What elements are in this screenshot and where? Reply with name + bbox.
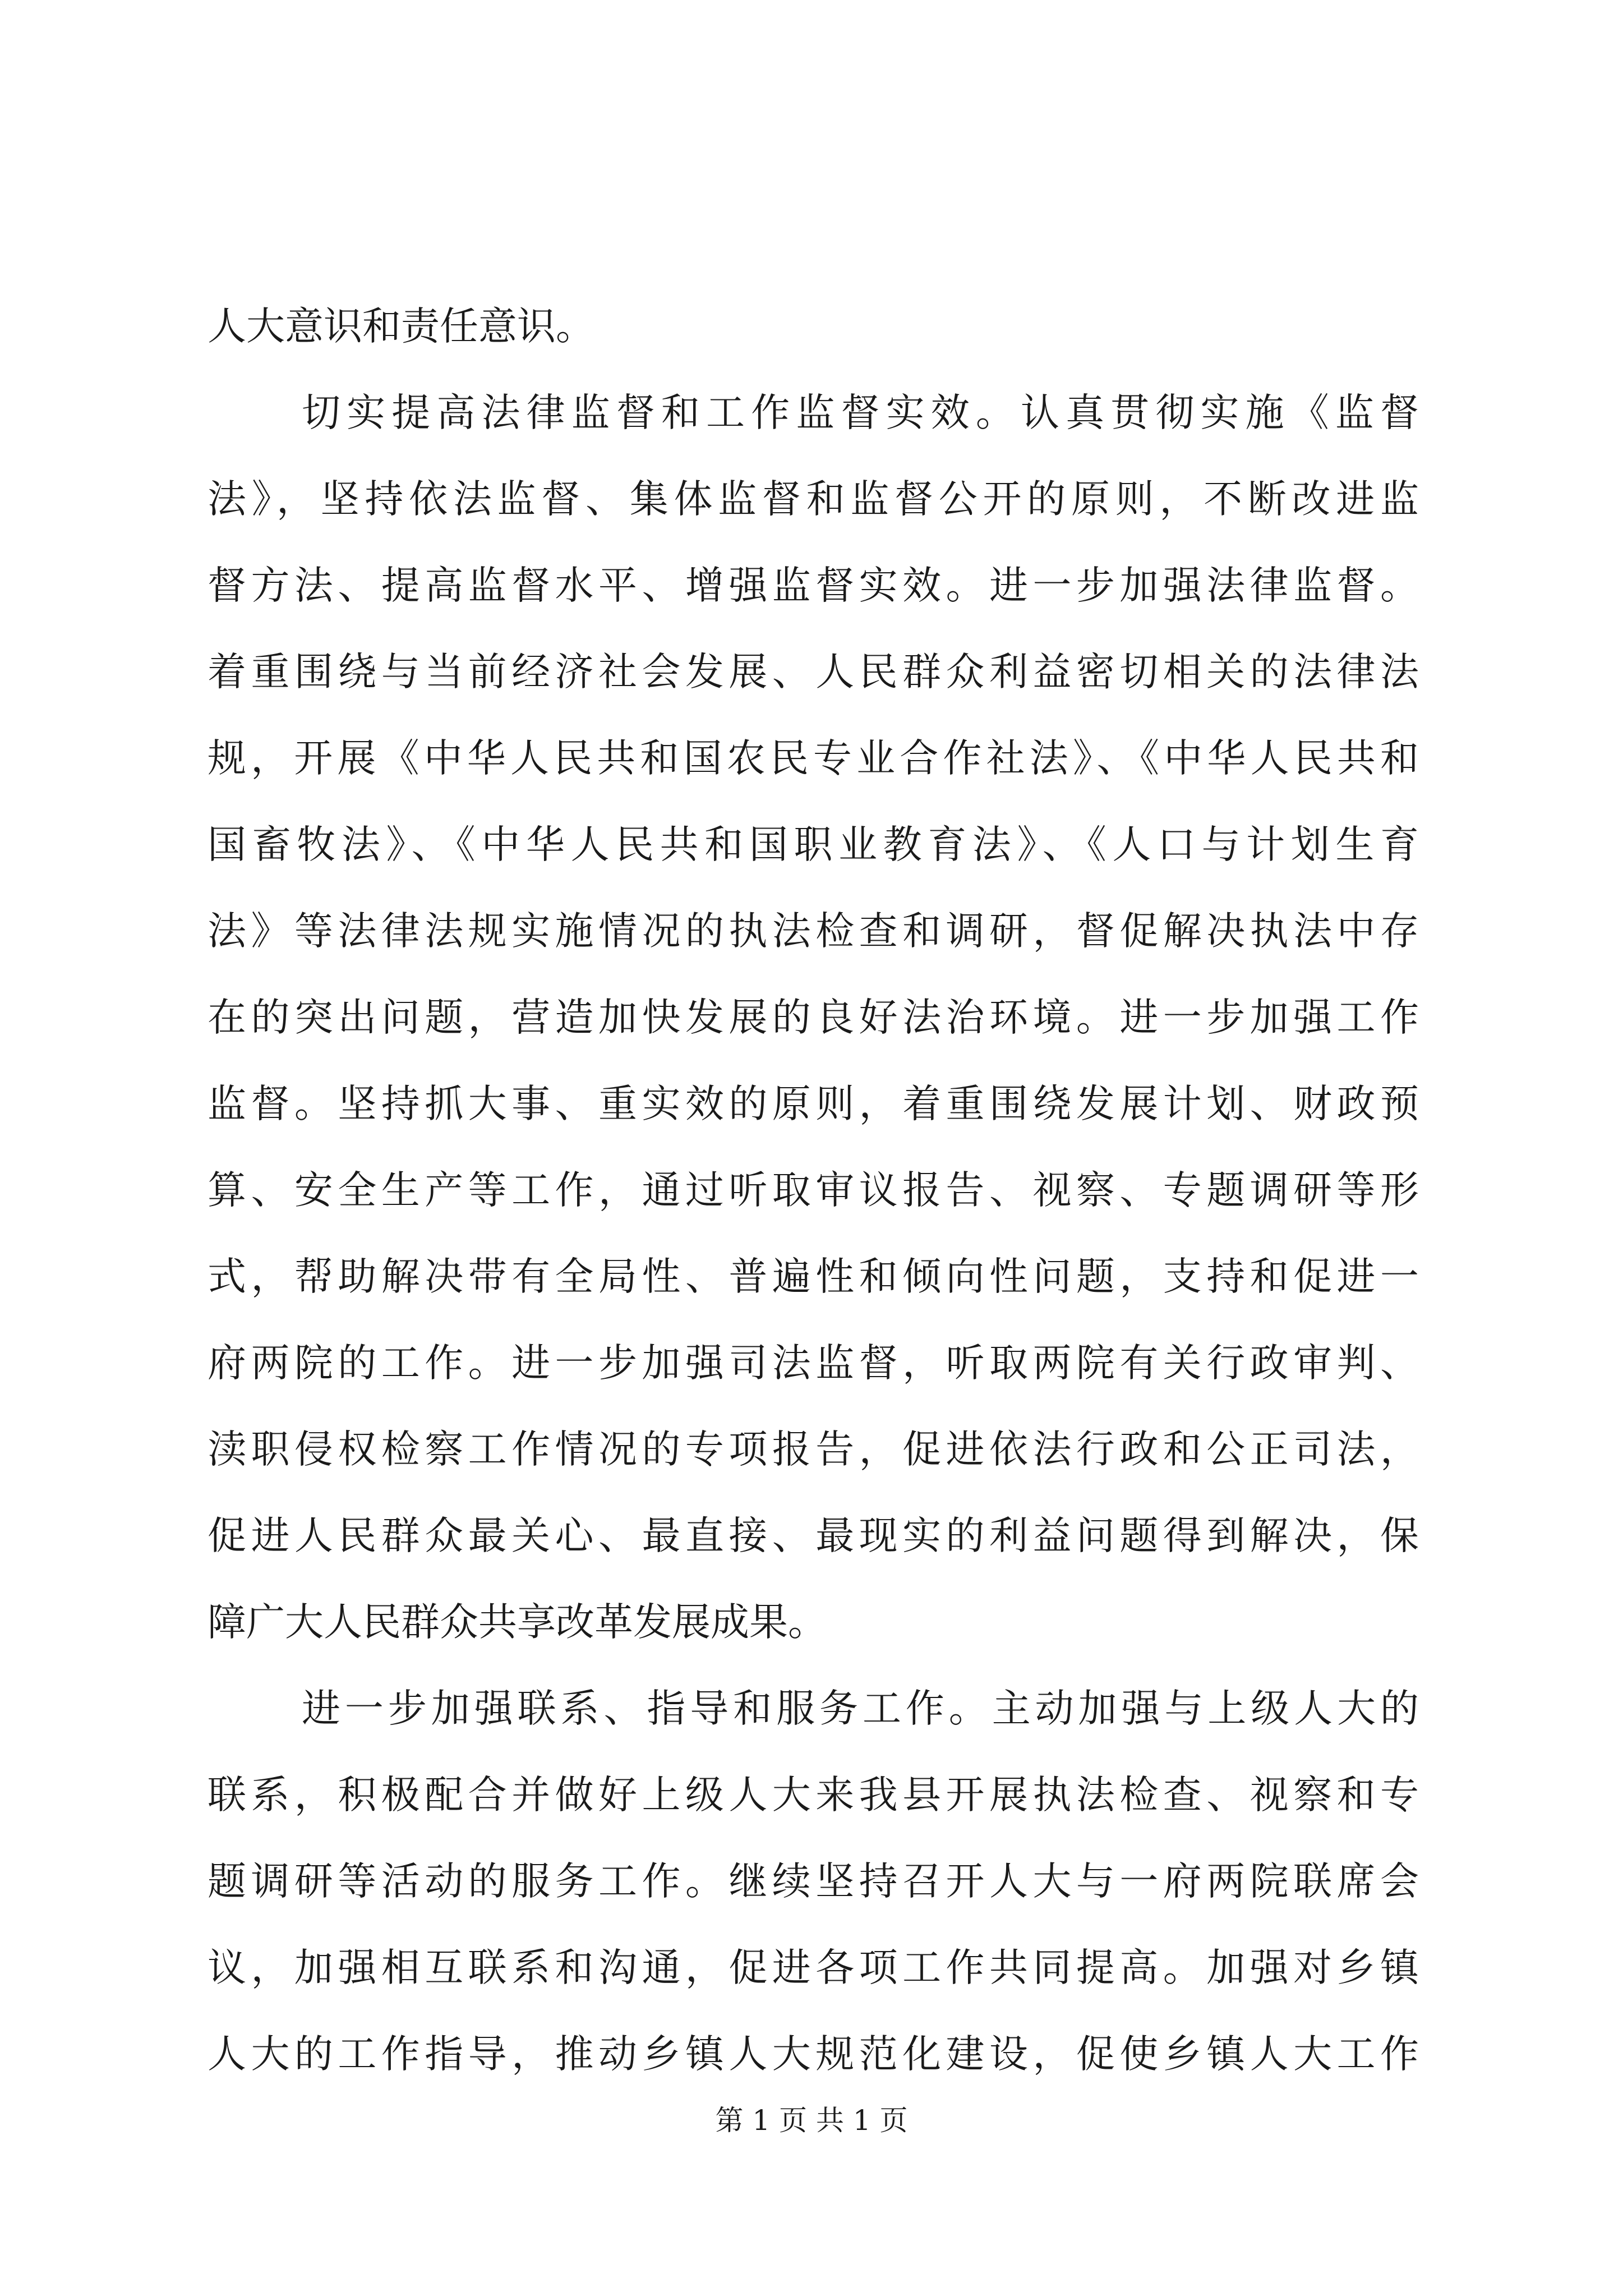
text-line: 督方法、提高监督水平、增强监督实效。进一步加强法律监督。 — [208, 563, 1419, 608]
text-line: 式，帮助解决带有全局性、普遍性和倾向性问题，支持和促进一 — [208, 1254, 1419, 1299]
text-line: 人大的工作指导，推动乡镇人大规范化建设，促使乡镇人大工作 — [208, 2032, 1419, 2077]
paragraph-first-line: 切实提高法律监督和工作监督实效。认真贯彻实施《监督 — [302, 390, 1419, 435]
text-line: 法》，坚持依法监督、集体监督和监督公开的原则，不断改进监 — [208, 477, 1419, 522]
text-line: 人大意识和责任意识。 — [208, 304, 594, 349]
text-line: 算、安全生产等工作，通过听取审议报告、视察、专题调研等形 — [208, 1168, 1419, 1213]
text-line: 渎职侵权检察工作情况的专项报告，促进依法行政和公正司法， — [208, 1427, 1419, 1472]
text-line: 在的突出问题，营造加快发展的良好法治环境。进一步加强工作 — [208, 995, 1419, 1040]
text-line: 府两院的工作。进一步加强司法监督，听取两院有关行政审判、 — [208, 1341, 1419, 1386]
text-line: 促进人民群众最关心、最直接、最现实的利益问题得到解决，保 — [208, 1513, 1419, 1558]
text-line: 国畜牧法》、《中华人民共和国职业教育法》、《人口与计划生育 — [208, 822, 1419, 867]
text-line: 监督。坚持抓大事、重实效的原则，着重围绕发展计划、财政预 — [208, 1082, 1419, 1126]
text-line: 议，加强相互联系和沟通，促进各项工作共同提高。加强对乡镇 — [208, 1945, 1419, 1990]
paragraph-first-line: 进一步加强联系、指导和服务工作。主动加强与上级人大的 — [302, 1686, 1419, 1731]
text-line: 规，开展《中华人民共和国农民专业合作社法》、《中华人民共和 — [208, 736, 1419, 781]
text-line: 法》等法律法规实施情况的执法检查和调研，督促解决执法中存 — [208, 909, 1419, 954]
text-line: 障广大人民群众共享改革发展成果。 — [208, 1600, 827, 1645]
page-number: 第 1 页 共 1 页 — [715, 2104, 908, 2137]
page-footer — [0, 2101, 1623, 2140]
text-line: 着重围绕与当前经济社会发展、人民群众利益密切相关的法律法 — [208, 650, 1419, 694]
text-line: 联系，积极配合并做好上级人大来我县开展执法检查、视察和专 — [208, 1773, 1419, 1818]
body-text — [208, 283, 1419, 2097]
text-line: 题调研等活动的服务工作。继续坚持召开人大与一府两院联席会 — [208, 1859, 1419, 1904]
